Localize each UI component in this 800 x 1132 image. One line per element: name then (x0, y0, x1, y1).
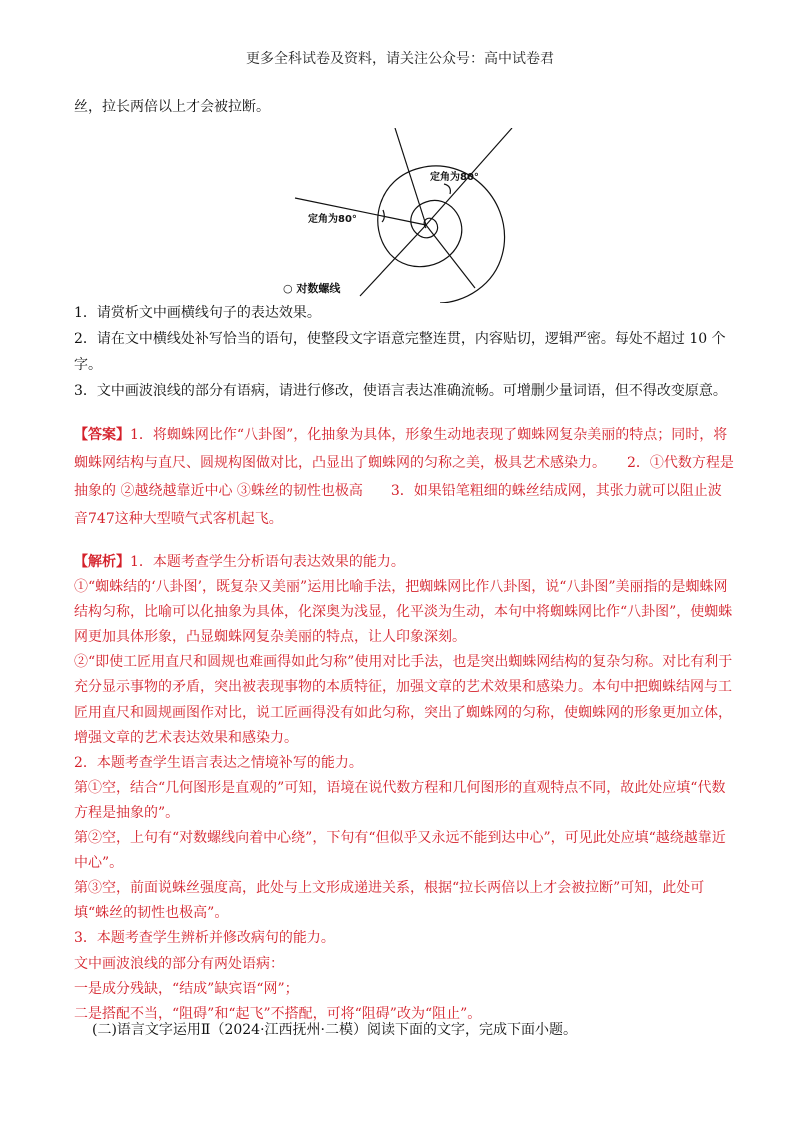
explanation-paragraph: ①“蜘蛛结的‘八卦图’，既复杂又美丽”运用比喻手法，把蜘蛛网比作八卦图，说“八卦图”美丽指的是蜘蛛网结构匀称，比喻可以化抽象为具体，化深奥为浅显，化平淡为生动，本句中将蜘蛛网比作“八卦图”，使蜘蛛网更加具体形象，凸显蜘蛛网复杂美丽的特点，让人印象深刻。 (74, 579, 733, 646)
explanation-paragraph: 一是成分残缺，“结成”缺宾语“网”； (74, 980, 299, 997)
intro-line: 丝，拉长两倍以上才会被拉断。 (74, 99, 270, 115)
explanation-paragraph: 3．本题考查学生辨析并修改病句的能力。 (74, 930, 335, 947)
figure-caption: ○ 对数螺线 (283, 282, 341, 295)
angle-label-left: 定角为80° (308, 214, 357, 225)
page-header: 更多全科试卷及资料，请关注公众号：高中试卷君 (246, 51, 554, 67)
ray-lower-right (426, 225, 475, 288)
question-3: 3．文中画波浪线的部分有语病，请进行修改，使语言表达准确流畅。可增删少量词语，但不得改变原意。 (74, 383, 727, 399)
answer-block (74, 421, 734, 533)
answer-text: 1．将蜘蛛网比作“八卦图”，化抽象为具体，形象生动地表现了蜘蛛网复杂美丽的特点；同时，将蜘蛛网结构与直尺、圆规构图做对比，凸显出了蜘蛛网的匀称之美，极具艺术感染力。 2．①代数方程是抽象的 ②越绕越靠近中心 ③蛛丝的韧性也极高 3．如果铅笔粗细的蛛丝结成网，其张力就可以阻止波音747这种大型喷气式客机起飞。 (74, 427, 734, 527)
explanation-paragraph: 第②空，上句有“对数螺线向着中心绕”，下句有“但似乎又永远不能到达中心”，可见此处应填“越绕越靠近中心”。 (74, 830, 726, 872)
spiral-curve (378, 166, 505, 303)
angle-arc-2 (444, 184, 450, 194)
question-1: 1．请赏析文中画横线句子的表达效果。 (74, 305, 321, 321)
explanation-block (74, 550, 734, 1027)
explanation-paragraph: 第①空，结合“几何图形是直观的”可知，语境在说代数方程和几何图形的直观特点不同，故此处应填“代数方程是抽象的”。 (74, 779, 726, 821)
explanation-paragraph: 2．本题考查学生语言表达之情境补写的能力。 (74, 754, 363, 771)
explanation-paragraph: 第③空，前面说蛛丝强度高，此处与上文形成递进关系，根据“拉长两倍以上才会被拉断”可知，此处可填“蛛丝的韧性也极高”。 (74, 880, 705, 922)
log-spiral-figure (290, 128, 520, 303)
explanation-paragraph: 二是搭配不当，“阻碍”和“起飞”不搭配，可将“阻碍”改为“阻止”。 (74, 1005, 482, 1022)
explanation-paragraph: 文中画波浪线的部分有两处语病： (74, 955, 284, 972)
angle-label-top: 定角为80° (430, 172, 479, 183)
explanation-paragraph: 1．本题考查学生分析语句表达效果的能力。 (130, 554, 405, 570)
next-section-line: (二)语言文字运用Ⅱ（2024·江西抚州·二模）阅读下面的文字，完成下面小题。 (92, 1022, 577, 1038)
ray-lower-left (360, 225, 426, 296)
explanation-paragraph: ②“即使工匠用直尺和圆规也难画得如此匀称”使用对比手法，也是突出蜘蛛网结构的复杂匀称。对比有利于充分显示事物的矛盾，突出被表现事物的本质特征，加强文章的艺术效果和感染力。本句中把蜘蛛结网与工匠用直尺和圆规画图作对比，说工匠画得没有如此匀称，突出了蜘蛛网的匀称，使蜘蛛网的形象更加立体，增强文章的艺术表达效果和感染力。 (74, 654, 733, 746)
explanation-tag: 【解析】 (74, 554, 130, 570)
question-2: 2．请在文中横线处补写恰当的语句，使整段文字语意完整连贯，内容贴切，逻辑严密。每处不超过 10 个字。 (74, 331, 726, 373)
answer-tag: 【答案】 (74, 427, 130, 443)
